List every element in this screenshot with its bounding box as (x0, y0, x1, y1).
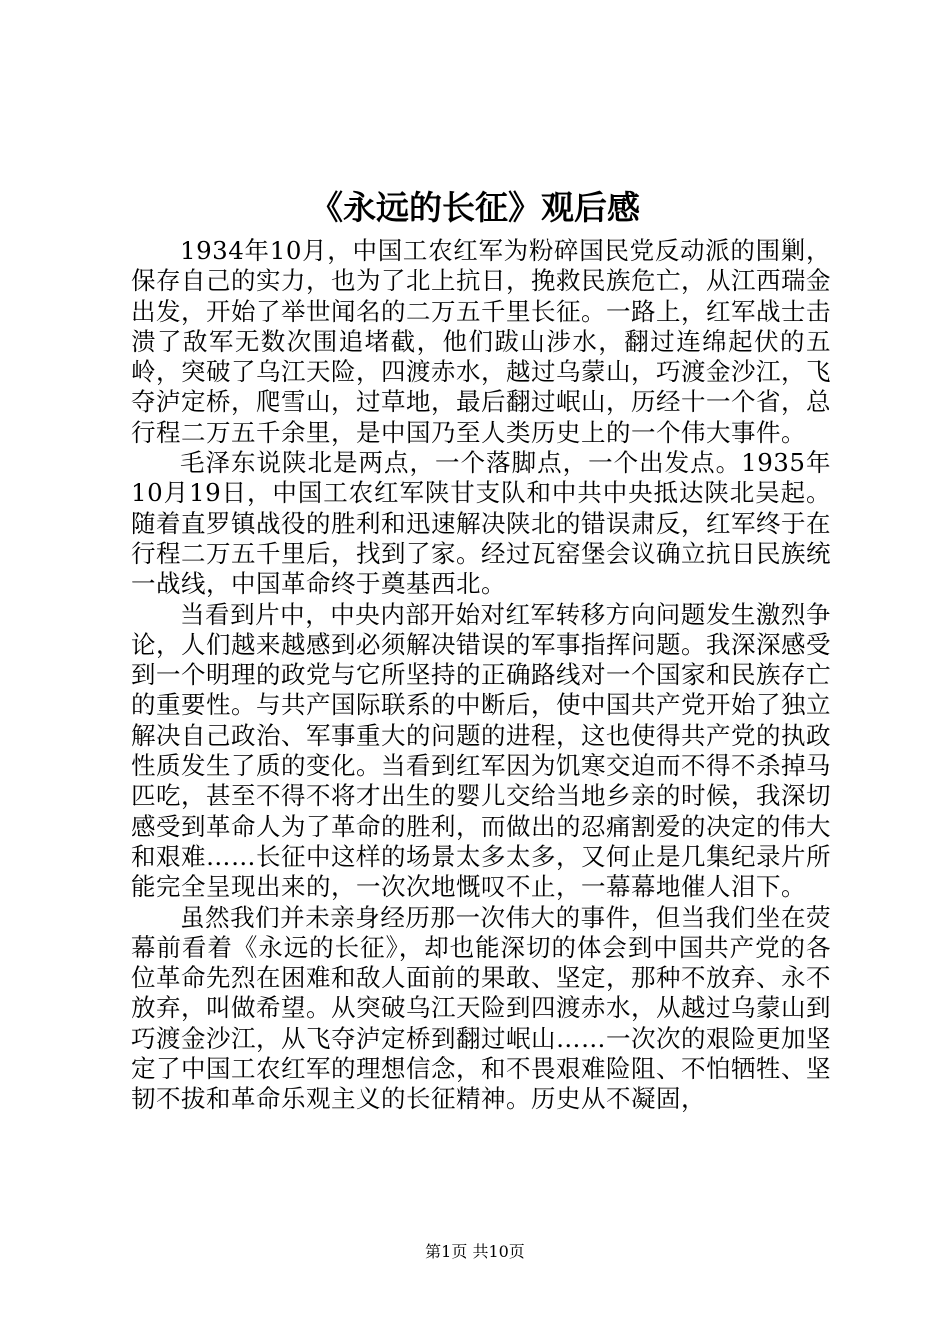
paragraph: 当看到片中，中央内部开始对红军转移方向问题发生激烈争论，人们越来越感到必须解决错误的军事指挥问题。我深深感受到一个明理的政党与它所坚持的正确路线对一个国家和民族存亡的重要性。与共产国际联系的中断后，使中国共产党开始了独立解决自己政治、军事重大的问题的进程，这也使得共产党的执政性质发生了质的变化。当看到红军因为饥寒交迫而不得不杀掉马匹吃，甚至不得不将才出生的婴儿交给当地乡亲的时候，我深切感受到革命人为了革命的胜利，而做出的忍痛割爱的决定的伟大和艰难……长征中这样的场景太多太多，又何止是几集纪录片所能完全呈现出来的，一次次地慨叹不止，一幕幕地催人泪下。 (131, 599, 831, 902)
paragraph: 毛泽东说陕北是两点，一个落脚点，一个出发点。1935年10月19日，中国工农红军陕甘支队和中共中央抵达陕北吴起。随着直罗镇战役的胜利和迅速解决陕北的错误肃反，红军终于在行程二万五千里后，找到了家。经过瓦窑堡会议确立抗日民族统一战线，中国革命终于奠基西北。 (131, 448, 831, 599)
page-footer: 第1页 共10页 (425, 1242, 525, 1261)
document-title: 《永远的长征》观后感 (310, 188, 640, 227)
document-body (131, 236, 831, 1115)
paragraph: 1934年10月，中国工农红军为粉碎国民党反动派的围剿，保存自己的实力，也为了北上抗日，挽救民族危亡，从江西瑞金出发，开始了举世闻名的二万五千里长征。一路上，红军战士击溃了敌军无数次围追堵截，他们跋山涉水，翻过连绵起伏的五岭，突破了乌江天险，四渡赤水，越过乌蒙山，巧渡金沙江，飞夺泸定桥，爬雪山，过草地，最后翻过岷山，历经十一个省，总行程二万五千余里，是中国乃至人类历史上的一个伟大事件。 (131, 236, 831, 447)
paragraph: 虽然我们并未亲身经历那一次伟大的事件，但当我们坐在荧幕前看着《永远的长征》，却也能深切的体会到中国共产党的各位革命先烈在困难和敌人面前的果敢、坚定，那种不放弃、永不放弃，叫做希望。从突破乌江天险到四渡赤水，从越过乌蒙山到巧渡金沙江，从飞夺泸定桥到翻过岷山……一次次的艰险更加坚定了中国工农红军的理想信念，和不畏艰难险阻、不怕牺牲、坚韧不拔和革命乐观主义的长征精神。历史从不凝固， (131, 902, 831, 1114)
